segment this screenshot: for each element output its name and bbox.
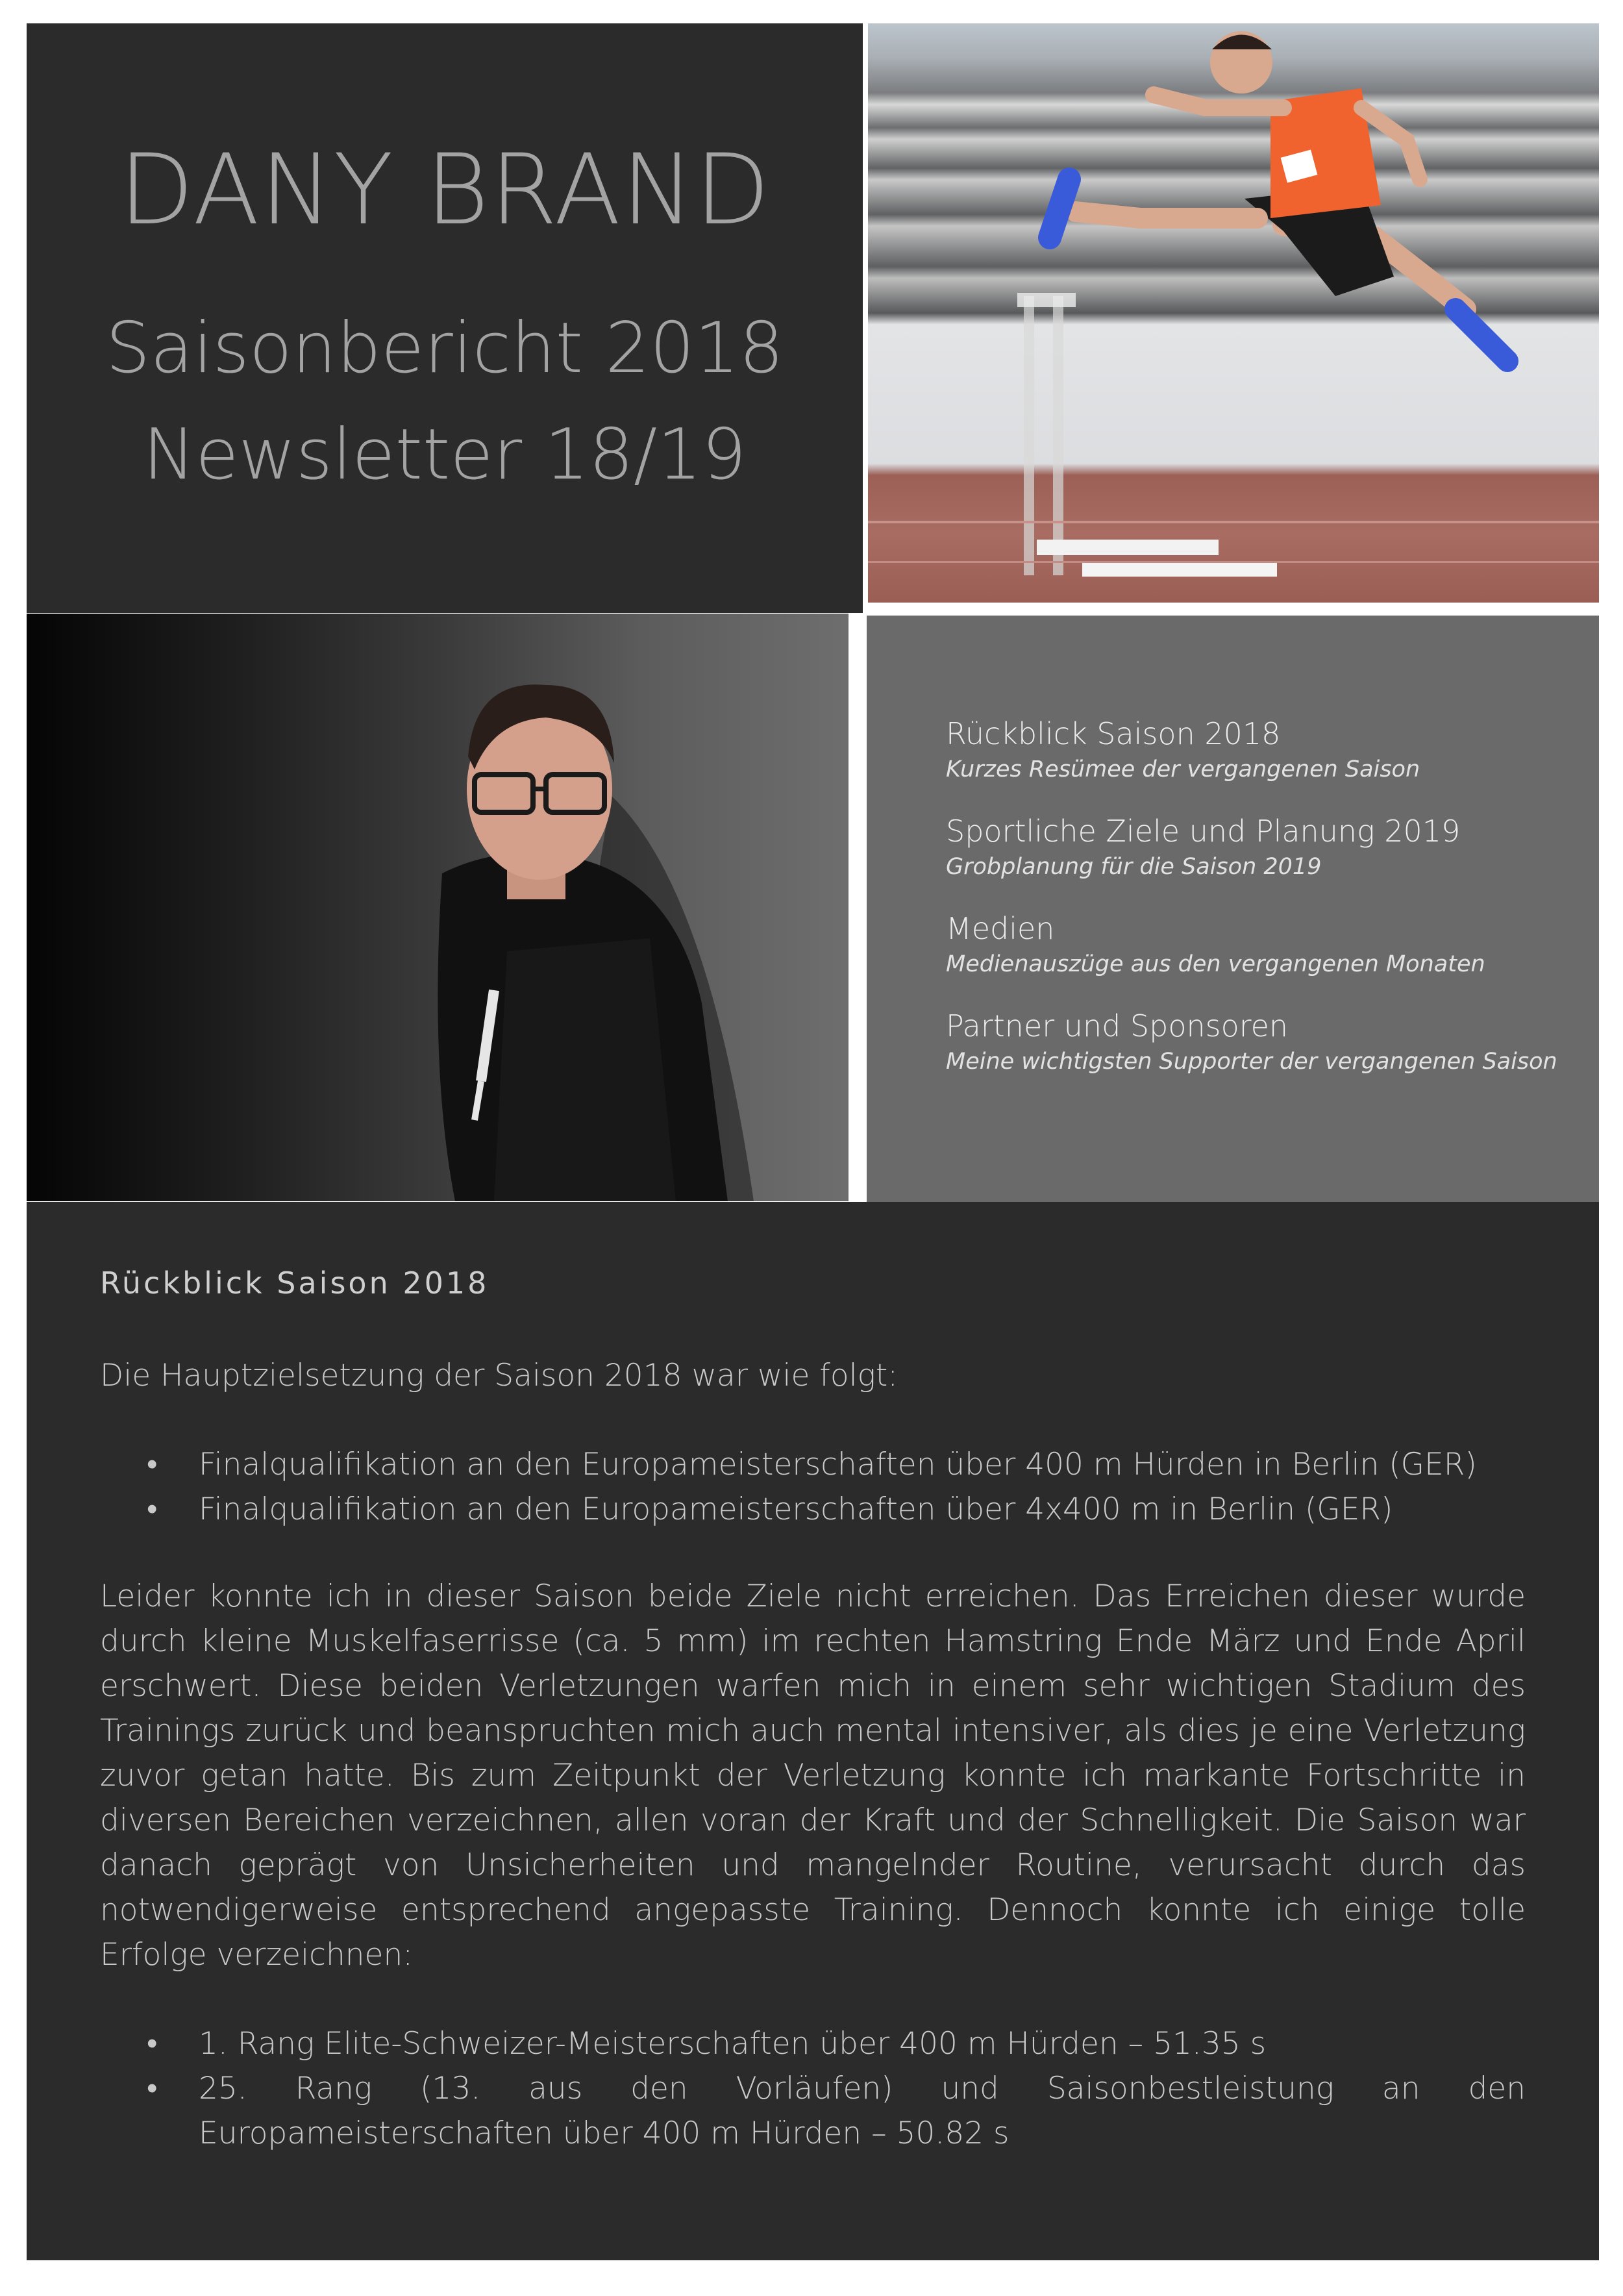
toc-item-ziele[interactable] — [946, 814, 1460, 880]
list-item — [100, 1442, 1526, 1487]
athlete-name: DANY BRAND — [119, 134, 771, 247]
report-title: Saisonbericht 2018 — [105, 308, 784, 389]
table-of-contents — [867, 616, 1599, 1202]
results-list — [100, 2021, 1526, 2156]
toc-item-title: Medien — [946, 911, 1055, 946]
newsletter-title: Newsletter 18/19 — [143, 414, 747, 495]
toc-item-partner[interactable] — [946, 1008, 1557, 1075]
toc-item-medien[interactable] — [946, 911, 1485, 977]
list-item — [100, 2066, 1526, 2156]
bullet-icon: • — [147, 1491, 158, 1527]
goals-list — [100, 1442, 1526, 1532]
title-panel — [27, 23, 863, 613]
toc-item-title: Rückblick Saison 2018 — [946, 716, 1281, 751]
result-text: 1. Rang Elite-Schweizer-Meisterschaften über 400 m Hürden – 51.35 s — [199, 2026, 1267, 2062]
toc-item-subtitle: Medienauszüge aus den vergangenen Monaten — [946, 951, 1485, 977]
toc-item-subtitle: Meine wichtigsten Supporter der vergangenen Saison — [946, 1049, 1557, 1075]
goal-text: Finalqualifikation an den Europameisterschaften über 4x400 m in Berlin (GER) — [199, 1491, 1393, 1527]
intro-text: Die Hauptzielsetzung der Saison 2018 war wie folgt: — [100, 1358, 898, 1393]
bullet-icon: • — [147, 2071, 158, 2106]
goal-text: Finalqualifikation an den Europameisterschaften über 400 m Hürden in Berlin (GER) — [199, 1447, 1477, 1482]
portrait-photo — [27, 614, 849, 1201]
bullet-icon: • — [147, 2026, 158, 2062]
hurdler-illustration — [868, 23, 1599, 603]
section-heading: Rückblick Saison 2018 — [100, 1266, 489, 1301]
portrait-illustration — [27, 614, 849, 1201]
toc-item-subtitle: Kurzes Resümee der vergangenen Saison — [946, 756, 1420, 782]
hurdle-action-photo — [868, 23, 1599, 603]
toc-item-title: Partner und Sponsoren — [946, 1008, 1289, 1043]
toc-item-title: Sportliche Ziele und Planung 2019 — [946, 814, 1461, 849]
toc-item-rueckblick[interactable] — [946, 716, 1420, 782]
review-paragraph: Leider konnte ich in dieser Saison beide Ziele nicht erreichen. Das Erreichen dieser wurde durch kleine Muskelfaserrisse (ca. 5 mm) im rechten Hamstring Ende März und Ende April erschwert. Diese beiden Verletzungen warfen mich in einem sehr wichtigen Stadium des Trainings zurück und beanspruchten mich auch mental intensiver, als dies je eine Verletzung zuvor getan hatte. Bis zum Zeitpunkt der Verletzung konnte ich markante Fortschritte in diversen Bereichen verzeichnen, allen voran der Kraft und der Schnelligkeit. Die Saison war danach geprägt von Unsicherheiten und mangelnder Routine, verursacht durch das notwendigerweise entsprechend angepasste Training. Dennoch konnte ich einige tolle Erfolge verzeichnen: — [100, 1578, 1526, 1973]
season-review-section — [27, 1202, 1599, 2260]
result-text: 25. Rang (13. aus den Vorläufen) und Saisonbestleistung an den Europameisterschaften über 400 m Hürden – 50.82 s — [199, 2071, 1526, 2151]
list-item — [100, 2021, 1526, 2066]
toc-item-subtitle: Grobplanung für die Saison 2019 — [946, 854, 1322, 880]
bullet-icon: • — [147, 1447, 158, 1482]
list-item — [100, 1487, 1526, 1532]
